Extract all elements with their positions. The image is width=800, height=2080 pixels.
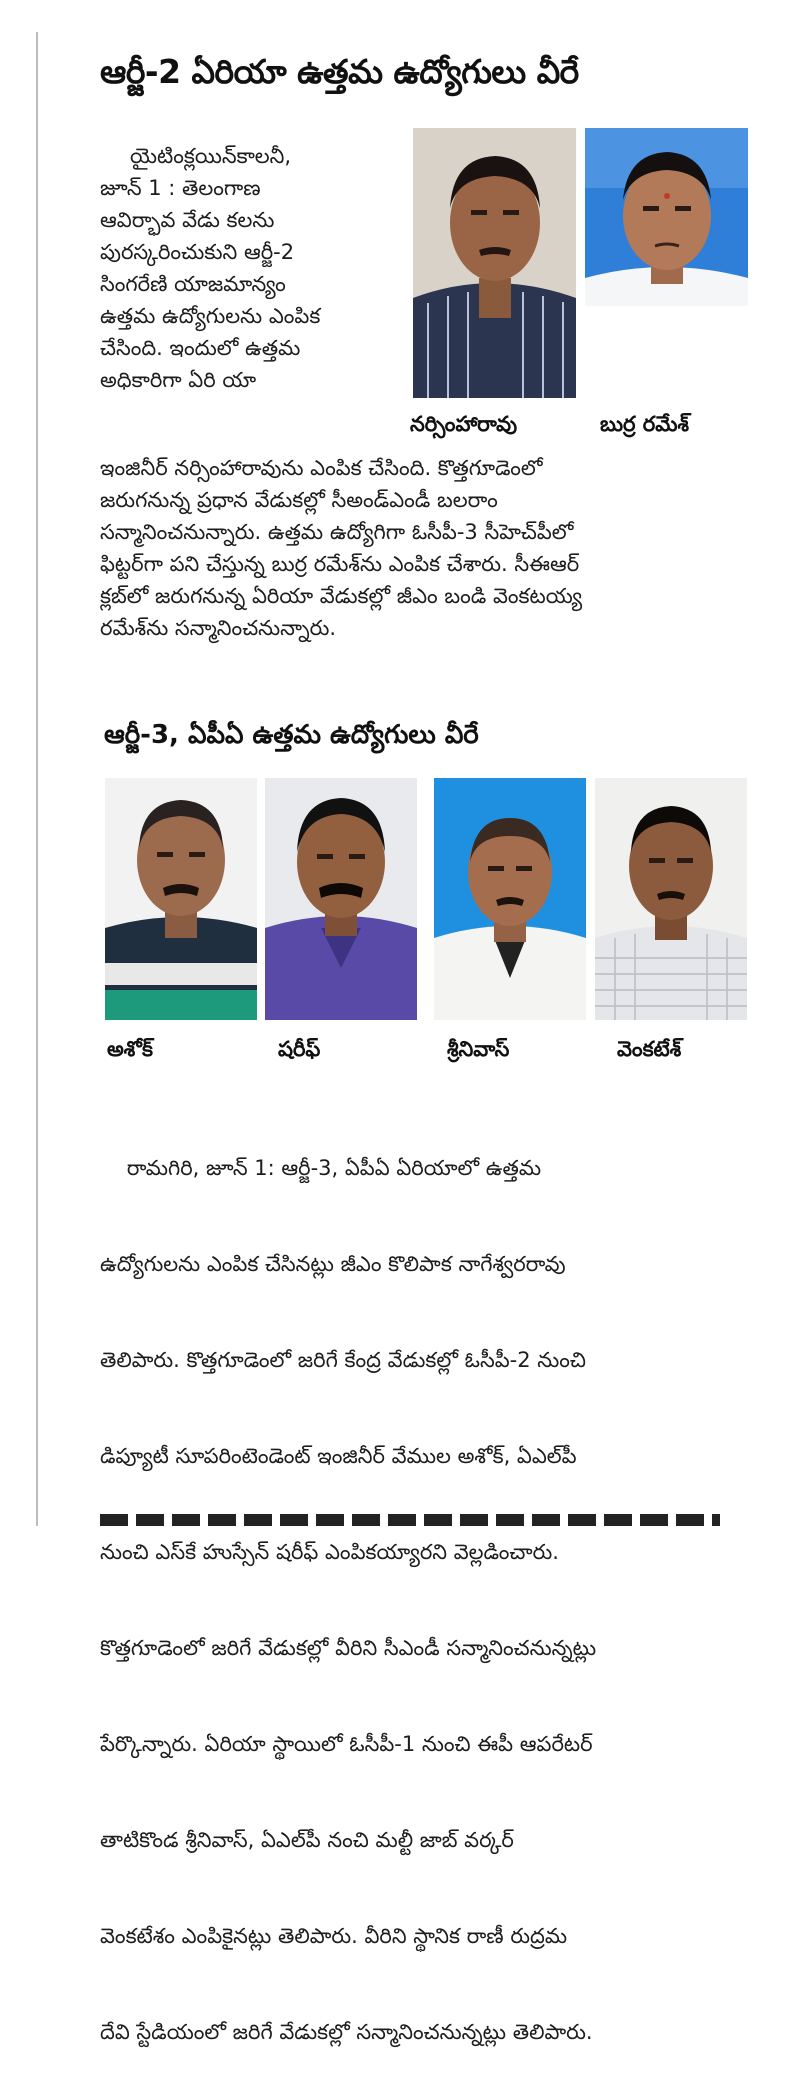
caption-burra-ramesh: బుర్ర రమేశ్: [600, 412, 690, 436]
photo-srinivas: [434, 778, 586, 1020]
body-line: డిప్యూటీ సూపరింటెండెంట్ ఇంజినీర్ వేముల అశోక్, ఏఎల్‌పీ: [100, 1444, 577, 1468]
body-line: నుంచి ఎస్‌కే హుస్సేన్ షరీఫ్ ఎంపికయ్యారని వెల్లడించారు.: [100, 1540, 559, 1564]
body-line: పేర్కొన్నారు. ఏరియా స్థాయిలో ఓసీపీ-1 నుంచి ఈపీ ఆపరేటర్: [100, 1732, 593, 1756]
caption-ashok: అశోక్: [107, 1037, 153, 1061]
body-line: ఇంజినీర్ నర్సింహారావును ఎంపిక చేసింది. కొత్తగూడెంలో: [100, 456, 543, 480]
headline-rg3-apa: ఆర్జీ-3, ఏపీఏ ఉత్తమ ఉద్యోగులు వీరే: [104, 720, 479, 750]
body-line: తాటికొండ శ్రీనివాస్, ఏఎల్‌పీ నంచి మల్టీ జాబ్ వర్కర్: [100, 1828, 514, 1852]
body-line: క్లబ్‌లో జరుగనున్న ఏరియా వేడుకల్లో జీఎం బండి వెంకటయ్య: [100, 584, 583, 608]
caption-narsimharao: నర్సింహారావు: [410, 412, 518, 436]
photo-sharif: [265, 778, 417, 1020]
caption-sharif: షరీఫ్: [278, 1037, 321, 1061]
intro-line: యైటింక్లయిన్‌కాలనీ,: [130, 144, 292, 168]
intro-line: అధికారిగా ఏరి యా: [100, 368, 257, 392]
intro-line: జూన్ 1 : తెలంగాణ: [100, 176, 261, 200]
intro-line: సింగరేణి యాజమాన్యం: [100, 272, 286, 296]
body-line: తెలిపారు. కొత్తగూడెంలో జరిగే కేంద్ర వేడుకల్లో ఓసీపీ-2 నుంచి: [100, 1348, 587, 1372]
body-line: దేవి స్టేడియంలో జరిగే వేడుకల్లో సన్మానించనున్నట్లు తెలిపారు.: [100, 2020, 593, 2044]
body-line: రమేశ్‌ను సన్మానించనున్నారు.: [100, 616, 337, 640]
intro-line: చేసింది. ఇందులో ఉత్తమ: [100, 336, 301, 360]
photo-narsimharao: [413, 128, 576, 398]
photo-venkatesh: [595, 778, 747, 1020]
body-line: కొత్తగూడెంలో జరిగే వేడుకల్లో వీరిని సీఎండీ సన్మానించనున్నట్లు: [100, 1636, 597, 1660]
cropped-next-headline: [100, 1514, 720, 1526]
caption-srinivas: శ్రీనివాస్: [447, 1037, 510, 1061]
column-divider: [36, 32, 38, 1526]
body-paragraph-rg2: [100, 452, 760, 644]
body-line: సన్మానించనున్నారు. ఉత్తమ ఉద్యోగిగా ఓసీపీ-3 సీహెచ్‌పీలో: [100, 520, 574, 544]
body-line: ఫిట్టర్‌గా పని చేస్తున్న బుర్ర రమేశ్‌ను ఎంపిక చేశారు. సీఈఆర్: [100, 552, 580, 576]
caption-venkatesh: వెంకటేశ్: [617, 1037, 682, 1061]
intro-line: పురస్కరించుకుని ఆర్జీ-2: [100, 240, 295, 264]
body-line: జరుగనున్న ప్రధాన వేడుకల్లో సీఅండ్ఎండీ బలరాం: [100, 488, 498, 512]
photo-ashok: [105, 778, 257, 1020]
intro-paragraph: [100, 140, 392, 396]
intro-line: ఆవిర్భావ వేడు కలను: [100, 208, 275, 232]
body-paragraph-rg3: [100, 1088, 760, 2080]
photo-burra-ramesh: [585, 128, 748, 306]
intro-line: ఉత్తమ ఉద్యోగులను ఎంపిక: [100, 304, 321, 328]
body-line: వెంకటేశం ఎంపికైనట్లు తెలిపారు. వీరిని స్థానిక రాణీ రుద్రమ: [100, 1924, 568, 1948]
body-line: రామగిరి, జూన్ 1: ఆర్జీ-3, ఏపీఏ ఏరియాలో ఉత్తమ: [100, 1156, 542, 1180]
headline-rg2: ఆర్జీ-2 ఏరియా ఉత్తమ ఉద్యోగులు వీరే: [100, 52, 579, 91]
body-line: ఉద్యోగులను ఎంపిక చేసినట్లు జీఎం కొలిపాక నాగేశ్వరరావు: [100, 1252, 566, 1276]
